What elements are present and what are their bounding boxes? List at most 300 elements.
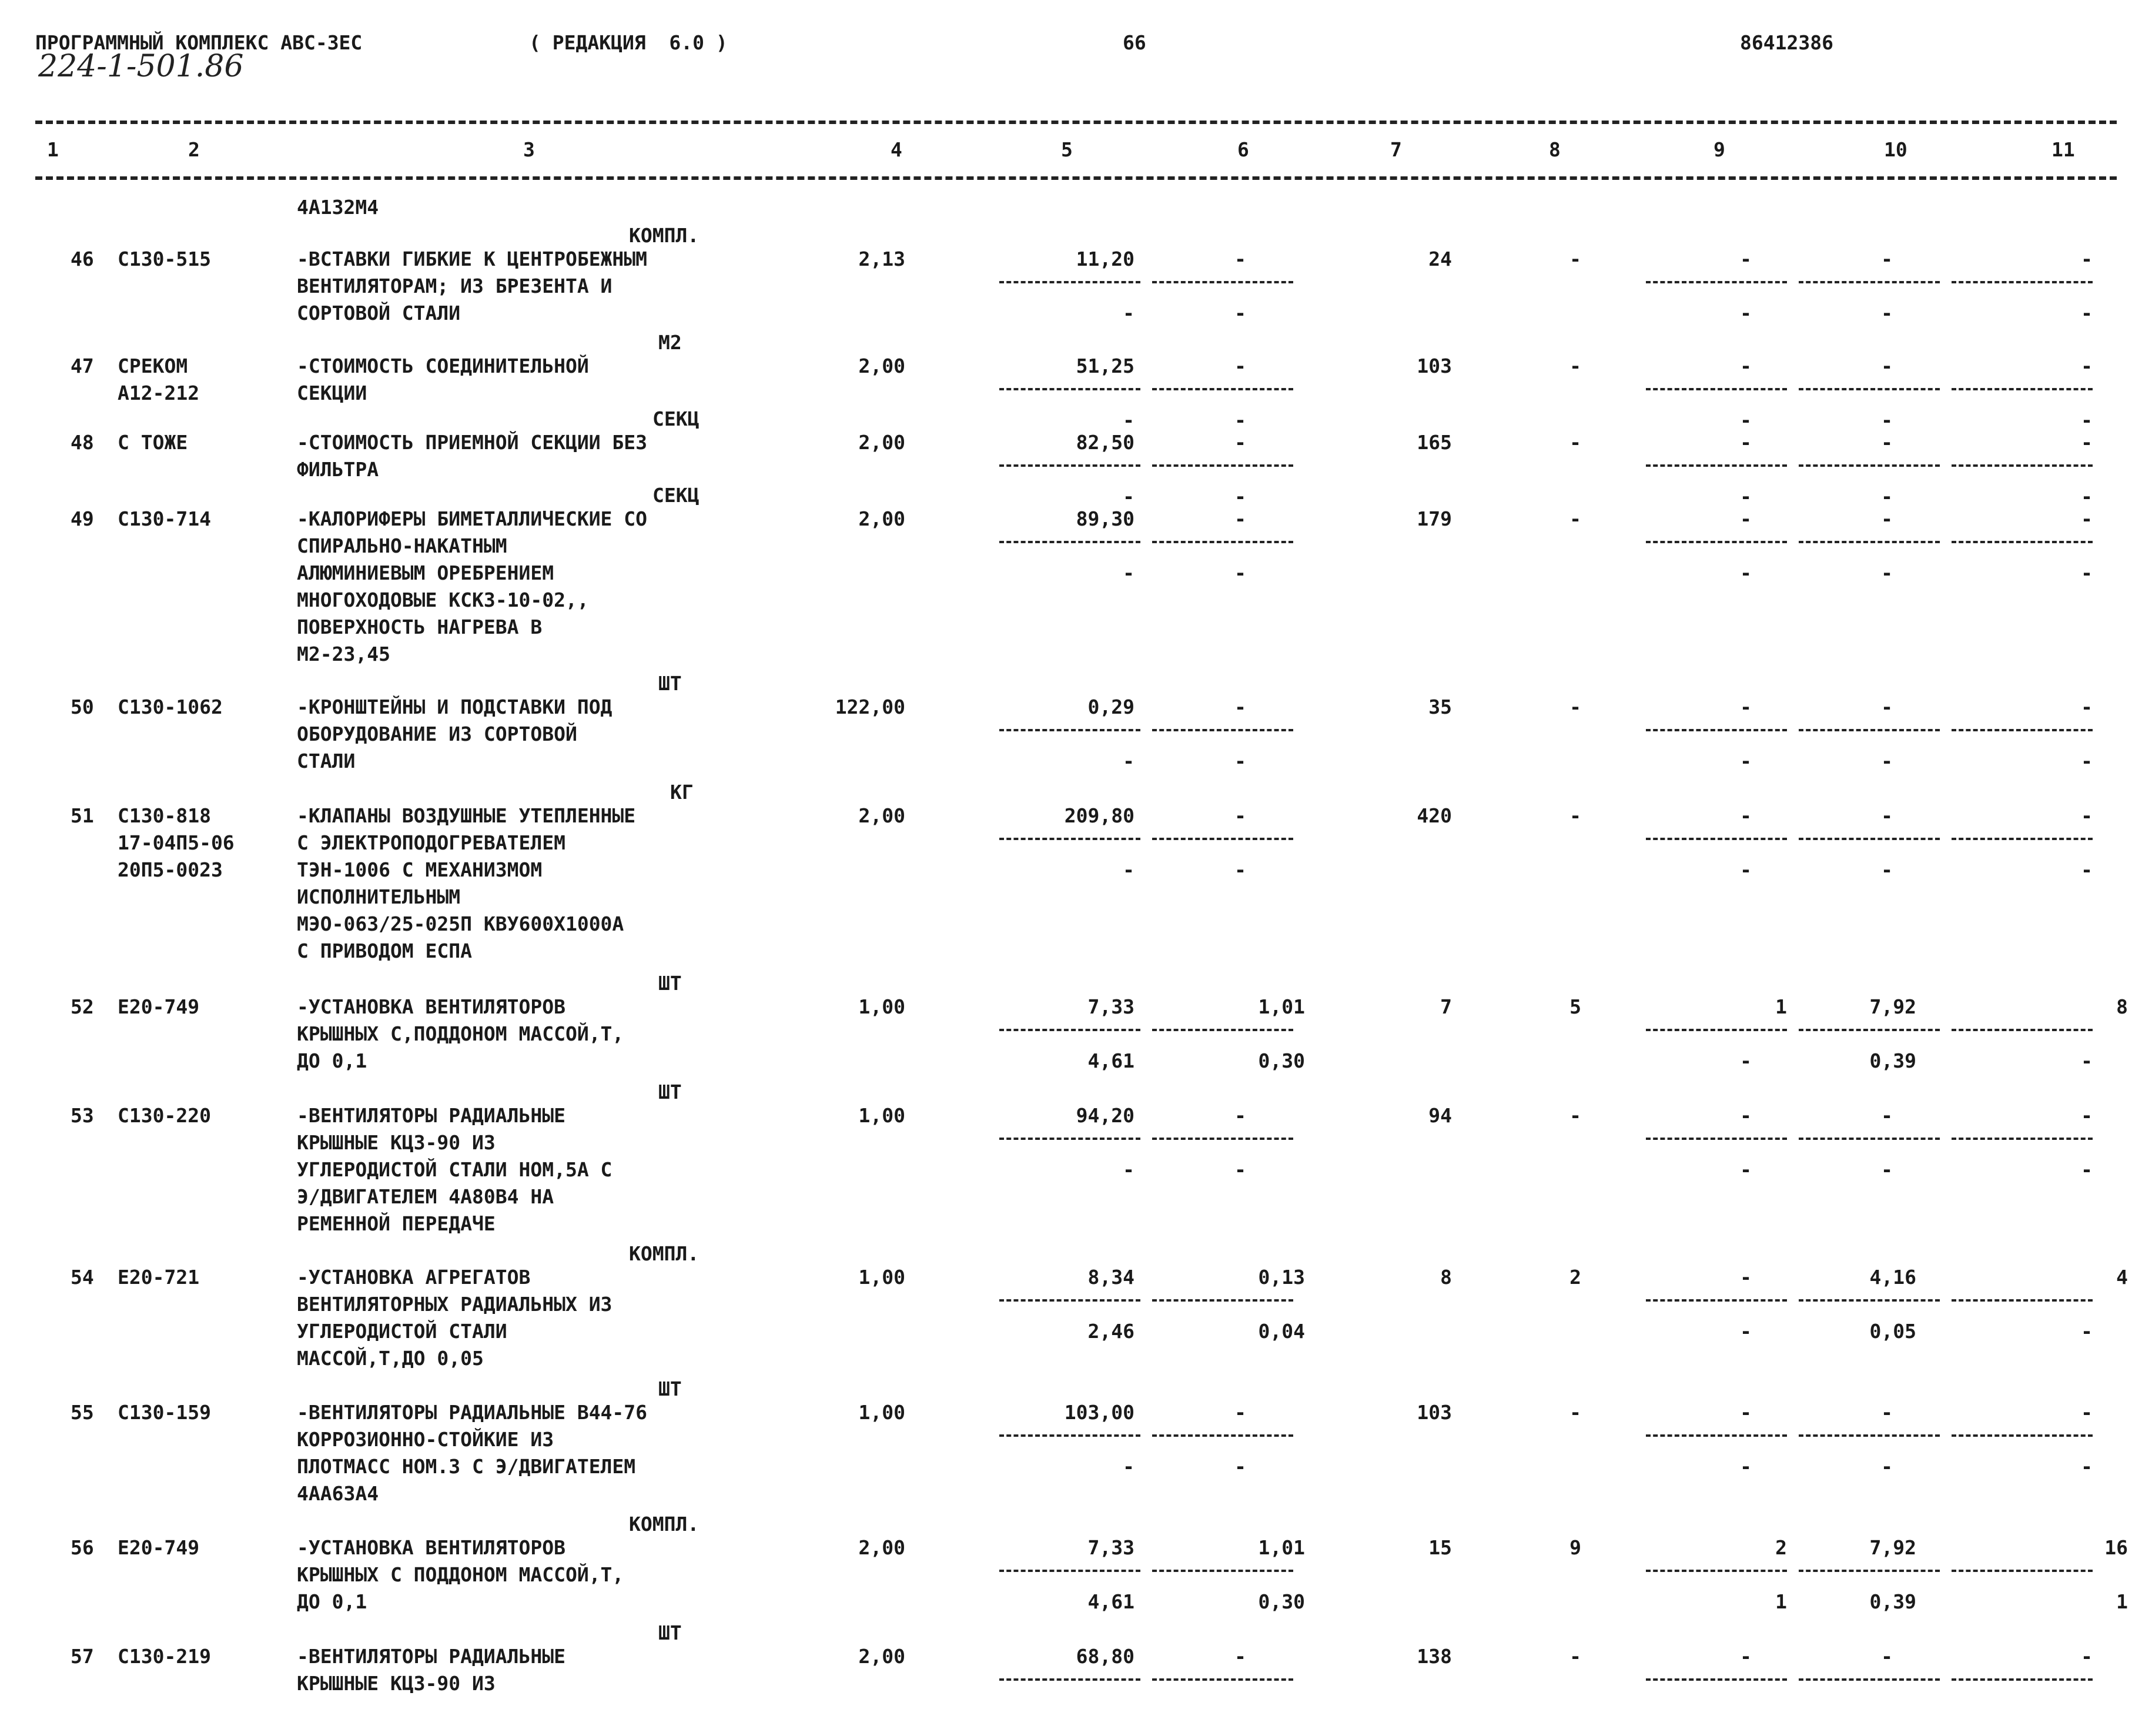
- row-number: 46: [71, 247, 94, 270]
- col11-secondary: -: [2081, 485, 2093, 508]
- handwritten-code: 224-1-501.86: [38, 49, 244, 84]
- divider: [1952, 1299, 2093, 1302]
- row-code: Е20-749: [118, 995, 200, 1018]
- col6-secondary: -: [1234, 485, 1246, 508]
- col10-secondary: 0,39: [1869, 1049, 1916, 1072]
- col9-secondary: 1: [1775, 1590, 1787, 1613]
- page-number: 66: [1123, 31, 1146, 54]
- divider: [1799, 464, 1940, 467]
- column-number: 11: [2051, 138, 2075, 161]
- divider: [1799, 1029, 1940, 1031]
- column-number: 4: [891, 138, 902, 161]
- row-code: С130-714: [118, 507, 211, 530]
- col4-value: 2,00: [858, 1536, 905, 1559]
- col5-secondary: 2,46: [1087, 1320, 1134, 1343]
- description-line: ДО 0,1: [297, 1590, 367, 1613]
- col11-value: -: [2081, 1401, 2093, 1424]
- col5-value: 0,29: [1087, 695, 1134, 718]
- divider: [1646, 1299, 1787, 1302]
- unit-label: ШТ: [658, 1081, 682, 1103]
- divider: [1152, 1434, 1293, 1437]
- col9-secondary: -: [1740, 858, 1752, 881]
- col5-secondary: 4,61: [1087, 1590, 1134, 1613]
- col9-value: -: [1740, 1266, 1752, 1289]
- col4-value: 1,00: [858, 1266, 905, 1289]
- col6-value: -: [1234, 1104, 1246, 1127]
- col6-value: -: [1234, 804, 1246, 827]
- col6-secondary: -: [1234, 750, 1246, 772]
- divider: [1952, 541, 2093, 543]
- description-line: ИСПОЛНИТЕЛЬНЫМ: [297, 885, 461, 908]
- col10-value: -: [1881, 431, 1893, 454]
- column-number: 1: [47, 138, 59, 161]
- column-number: 10: [1884, 138, 1907, 161]
- divider: [1952, 1570, 2093, 1572]
- col11-secondary: -: [2081, 858, 2093, 881]
- description-line: -УСТАНОВКА ВЕНТИЛЯТОРОВ: [297, 1536, 565, 1559]
- col7-value: 103: [1417, 354, 1452, 377]
- col4-value: 2,13: [858, 247, 905, 270]
- col9-secondary: -: [1740, 561, 1752, 584]
- col6-value: 0,13: [1258, 1266, 1305, 1289]
- col9-secondary: -: [1740, 1049, 1752, 1072]
- description-line: КОРРОЗИОННО-СТОЙКИЕ ИЗ: [297, 1428, 554, 1451]
- description-line: КРЫШНЫХ С ПОДДОНОМ МАССОЙ,Т,: [297, 1563, 624, 1586]
- col9-value: -: [1740, 1104, 1752, 1127]
- description-line: -КЛАПАНЫ ВОЗДУШНЫЕ УТЕПЛЕННЫЕ: [297, 804, 636, 827]
- col6-value: -: [1234, 1401, 1246, 1424]
- col10-secondary: -: [1881, 858, 1893, 881]
- col11-value: -: [2081, 354, 2093, 377]
- col11-value: -: [2081, 431, 2093, 454]
- col11-value: -: [2081, 247, 2093, 270]
- col11-value: -: [2081, 695, 2093, 718]
- col10-value: -: [1881, 507, 1893, 530]
- column-number: 8: [1549, 138, 1561, 161]
- col11-secondary: -: [2081, 750, 2093, 772]
- unit-label: КГ: [670, 781, 694, 804]
- row-code: С130-159: [118, 1401, 211, 1424]
- col9-value: -: [1740, 804, 1752, 827]
- col11-secondary: -: [2081, 1320, 2093, 1343]
- description-line: МАССОЙ,Т,ДО 0,05: [297, 1347, 484, 1370]
- col8-value: -: [1569, 804, 1581, 827]
- description-line: -СТОИМОСТЬ СОЕДИНИТЕЛЬНОЙ: [297, 354, 589, 377]
- col4-value: 1,00: [858, 1401, 905, 1424]
- column-number: 7: [1390, 138, 1402, 161]
- col8-value: -: [1569, 1401, 1581, 1424]
- col10-value: -: [1881, 695, 1893, 718]
- col8-value: -: [1569, 247, 1581, 270]
- col9-secondary: -: [1740, 1158, 1752, 1181]
- col4-value: 122,00: [835, 695, 905, 718]
- description-line: -ВЕНТИЛЯТОРЫ РАДИАЛЬНЫЕ В44-76: [297, 1401, 648, 1424]
- row-number: 54: [71, 1266, 94, 1289]
- col11-secondary: -: [2081, 302, 2093, 325]
- col4-value: 2,00: [858, 507, 905, 530]
- description-line: МНОГОХОДОВЫЕ КСК3-10-02,,: [297, 588, 589, 611]
- description-line: УГЛЕРОДИСТОЙ СТАЛИ: [297, 1320, 507, 1343]
- col10-value: -: [1881, 247, 1893, 270]
- divider: [1152, 1138, 1293, 1140]
- col6-value: 1,01: [1258, 1536, 1305, 1559]
- col8-value: 5: [1569, 995, 1581, 1018]
- divider: [1152, 1678, 1293, 1681]
- column-number: 5: [1061, 138, 1073, 161]
- divider: [1646, 464, 1787, 467]
- col9-secondary: -: [1740, 485, 1752, 508]
- description-line: РЕМЕННОЙ ПЕРЕДАЧЕ: [297, 1212, 496, 1235]
- column-number: 9: [1713, 138, 1725, 161]
- divider: [999, 1138, 1140, 1140]
- col10-secondary: -: [1881, 485, 1893, 508]
- divider: [1152, 388, 1293, 390]
- divider: [999, 281, 1140, 283]
- divider: [1152, 1570, 1293, 1572]
- col5-value: 8,34: [1087, 1266, 1134, 1289]
- row-number: 51: [71, 804, 94, 827]
- col6-value: -: [1234, 354, 1246, 377]
- divider: [1952, 1434, 2093, 1437]
- divider: [1952, 388, 2093, 390]
- col11-value: 8: [2116, 995, 2128, 1018]
- description-line: УГЛЕРОДИСТОЙ СТАЛИ НОМ,5А С: [297, 1158, 613, 1181]
- description-line: -УСТАНОВКА АГРЕГАТОВ: [297, 1266, 531, 1289]
- col9-value: -: [1740, 507, 1752, 530]
- divider: [999, 838, 1140, 840]
- divider: [1799, 1678, 1940, 1681]
- description-line: -КАЛОРИФЕРЫ БИМЕТАЛЛИЧЕСКИЕ СО: [297, 507, 648, 530]
- col5-value: 209,80: [1064, 804, 1134, 827]
- col5-value: 7,33: [1087, 995, 1134, 1018]
- col6-value: -: [1234, 507, 1246, 530]
- description-line: КРЫШНЫЕ КЦ3-90 ИЗ: [297, 1672, 496, 1695]
- divider: [1799, 1570, 1940, 1572]
- col8-value: -: [1569, 354, 1581, 377]
- unit-label: ШТ: [658, 972, 682, 995]
- description-line: -ВЕНТИЛЯТОРЫ РАДИАЛЬНЫЕ: [297, 1645, 565, 1668]
- divider: [999, 388, 1140, 390]
- col10-secondary: -: [1881, 750, 1893, 772]
- col11-value: -: [2081, 1645, 2093, 1668]
- col6-secondary: -: [1234, 302, 1246, 325]
- col10-value: -: [1881, 1645, 1893, 1668]
- divider: [1646, 1570, 1787, 1572]
- unit-label: СЕКЦ: [652, 484, 700, 507]
- col10-secondary: -: [1881, 409, 1893, 432]
- divider: [999, 1434, 1140, 1437]
- divider: [1152, 729, 1293, 731]
- col6-secondary: -: [1234, 1158, 1246, 1181]
- description-line: ОБОРУДОВАНИЕ ИЗ СОРТОВОЙ: [297, 723, 577, 745]
- col9-value: -: [1740, 247, 1752, 270]
- row-code: С ТОЖЕ: [118, 431, 188, 454]
- divider: [1952, 1029, 2093, 1031]
- col11-secondary: -: [2081, 561, 2093, 584]
- col10-secondary: 0,05: [1869, 1320, 1916, 1343]
- divider: [1152, 464, 1293, 467]
- description-line: Э/ДВИГАТЕЛЕМ 4А80В4 НА: [297, 1185, 554, 1208]
- divider: [1799, 1138, 1940, 1140]
- divider: [1152, 1299, 1293, 1302]
- divider: [1952, 281, 2093, 283]
- col8-value: -: [1569, 431, 1581, 454]
- description-line: МЭО-063/25-025П КВУ600Х1000А: [297, 912, 624, 935]
- col6-value: 1,01: [1258, 995, 1305, 1018]
- divider: [1799, 1299, 1940, 1302]
- col6-value: -: [1234, 431, 1246, 454]
- divider: [1152, 541, 1293, 543]
- row-code: 17-04П5-06: [118, 831, 235, 854]
- divider: [999, 1678, 1140, 1681]
- description-line: 4АА63А4: [297, 1482, 379, 1505]
- col11-secondary: -: [2081, 409, 2093, 432]
- col9-value: -: [1740, 695, 1752, 718]
- col5-value: 103,00: [1064, 1401, 1134, 1424]
- divider: [1799, 388, 1940, 390]
- divider: [1799, 281, 1940, 283]
- description-line: -ВСТАВКИ ГИБКИЕ К ЦЕНТРОБЕЖНЫМ: [297, 247, 648, 270]
- col6-value: -: [1234, 247, 1246, 270]
- col6-secondary: 0,04: [1258, 1320, 1305, 1343]
- col9-value: -: [1740, 1401, 1752, 1424]
- col11-secondary: -: [2081, 1455, 2093, 1478]
- divider: [1799, 729, 1940, 731]
- divider: [1152, 281, 1293, 283]
- divider: [999, 464, 1140, 467]
- unit-label: СЕКЦ: [652, 407, 700, 430]
- col9-value: -: [1740, 354, 1752, 377]
- description-line: С ЭЛЕКТРОПОДОГРЕВАТЕЛЕМ: [297, 831, 565, 854]
- divider: [1646, 1138, 1787, 1140]
- col5-value: 51,25: [1076, 354, 1134, 377]
- column-number: 6: [1237, 138, 1249, 161]
- col8-value: -: [1569, 1645, 1581, 1668]
- divider: [1952, 1138, 2093, 1140]
- col10-value: 7,92: [1869, 1536, 1916, 1559]
- divider: [1646, 541, 1787, 543]
- col7-value: 15: [1428, 1536, 1452, 1559]
- col10-value: -: [1881, 354, 1893, 377]
- col6-secondary: -: [1234, 1455, 1246, 1478]
- description-line: -УСТАНОВКА ВЕНТИЛЯТОРОВ: [297, 995, 565, 1018]
- column-number: 3: [523, 138, 535, 161]
- col10-secondary: -: [1881, 302, 1893, 325]
- unit-label: КОМПЛ.: [629, 1513, 700, 1536]
- col4-value: 2,00: [858, 804, 905, 827]
- unit-label: М2: [658, 331, 682, 354]
- header-rule-top: [35, 121, 2117, 124]
- row-code: С130-1062: [118, 695, 223, 718]
- col9-secondary: -: [1740, 750, 1752, 772]
- divider: [1952, 838, 2093, 840]
- col7-value: 165: [1417, 431, 1452, 454]
- col5-value: 11,20: [1076, 247, 1134, 270]
- col4-value: 2,00: [858, 1645, 905, 1668]
- row-number: 47: [71, 354, 94, 377]
- col5-secondary: -: [1123, 302, 1134, 325]
- row-code: Е20-721: [118, 1266, 200, 1289]
- col5-value: 7,33: [1087, 1536, 1134, 1559]
- unit-label: ШТ: [658, 1377, 682, 1400]
- divider: [1646, 838, 1787, 840]
- col9-value: 2: [1775, 1536, 1787, 1559]
- divider: [1952, 729, 2093, 731]
- col7-value: 35: [1428, 695, 1452, 718]
- description-line: СЕКЦИИ: [297, 382, 367, 404]
- col9-value: 1: [1775, 995, 1787, 1018]
- col5-value: 89,30: [1076, 507, 1134, 530]
- program-title: ПРОГРАММНЫЙ КОМПЛЕКС АВС-ЗЕС: [35, 31, 363, 54]
- col11-value: -: [2081, 1104, 2093, 1127]
- edition-label: ( РЕДАКЦИЯ 6.0 ): [529, 31, 728, 54]
- description-line: ФИЛЬТРА: [297, 458, 379, 481]
- col11-secondary: -: [2081, 1049, 2093, 1072]
- row-number: 56: [71, 1536, 94, 1559]
- col5-value: 94,20: [1076, 1104, 1134, 1127]
- col5-value: 82,50: [1076, 431, 1134, 454]
- col8-value: 2: [1569, 1266, 1581, 1289]
- col9-value: -: [1740, 1645, 1752, 1668]
- col10-secondary: -: [1881, 1158, 1893, 1181]
- col5-secondary: -: [1123, 485, 1134, 508]
- col10-secondary: 0,39: [1869, 1590, 1916, 1613]
- row-code: С130-219: [118, 1645, 211, 1668]
- col11-value: 16: [2104, 1536, 2128, 1559]
- divider: [1646, 1678, 1787, 1681]
- col9-secondary: -: [1740, 409, 1752, 432]
- col10-value: -: [1881, 1401, 1893, 1424]
- col9-secondary: -: [1740, 302, 1752, 325]
- row-number: 49: [71, 507, 94, 530]
- col9-secondary: -: [1740, 1320, 1752, 1343]
- description-line: ПОВЕРХНОСТЬ НАГРЕВА В: [297, 616, 543, 638]
- description-line: КРЫШНЫЕ КЦ3-90 ИЗ: [297, 1131, 496, 1154]
- col4-value: 2,00: [858, 354, 905, 377]
- col7-value: 138: [1417, 1645, 1452, 1668]
- row-code: 20П5-0023: [118, 858, 223, 881]
- col4-value: 1,00: [858, 1104, 905, 1127]
- col4-value: 1,00: [858, 995, 905, 1018]
- description-line: СПИРАЛЬНО-НАКАТНЫМ: [297, 534, 507, 557]
- unit-label: КОМПЛ.: [629, 224, 700, 247]
- description-line: ВЕНТИЛЯТОРАМ; ИЗ БРЕЗЕНТА И: [297, 275, 613, 297]
- col9-secondary: -: [1740, 1455, 1752, 1478]
- description-line: -ВЕНТИЛЯТОРЫ РАДИАЛЬНЫЕ: [297, 1104, 565, 1127]
- description-line: СОРТОВОЙ СТАЛИ: [297, 302, 461, 325]
- row-number: 48: [71, 431, 94, 454]
- col8-value: -: [1569, 507, 1581, 530]
- divider: [1952, 464, 2093, 467]
- divider: [999, 1029, 1140, 1031]
- col5-secondary: -: [1123, 561, 1134, 584]
- divider: [999, 541, 1140, 543]
- col6-value: -: [1234, 1645, 1246, 1668]
- continuation-note: 4А132М4: [297, 196, 379, 219]
- description-line: ДО 0,1: [297, 1049, 367, 1072]
- col10-value: 7,92: [1869, 995, 1916, 1018]
- col6-secondary: -: [1234, 858, 1246, 881]
- col8-value: -: [1569, 695, 1581, 718]
- row-code: СРЕКОМ: [118, 354, 188, 377]
- col11-value: -: [2081, 804, 2093, 827]
- description-line: ПЛОТМАСС НОМ.3 С Э/ДВИГАТЕЛЕМ: [297, 1455, 636, 1478]
- description-line: -КРОНШТЕЙНЫ И ПОДСТАВКИ ПОД: [297, 695, 613, 718]
- col6-secondary: 0,30: [1258, 1049, 1305, 1072]
- divider: [1646, 1029, 1787, 1031]
- divider: [1799, 1434, 1940, 1437]
- col11-secondary: 1: [2116, 1590, 2128, 1613]
- col5-secondary: -: [1123, 409, 1134, 432]
- col5-value: 68,80: [1076, 1645, 1134, 1668]
- divider: [1646, 1434, 1787, 1437]
- unit-label: КОМПЛ.: [629, 1242, 700, 1265]
- divider: [1646, 281, 1787, 283]
- col10-value: -: [1881, 804, 1893, 827]
- row-code: А12-212: [118, 382, 200, 404]
- col6-value: -: [1234, 695, 1246, 718]
- col10-secondary: -: [1881, 561, 1893, 584]
- description-line: М2-23,45: [297, 643, 390, 665]
- description-line: ТЭН-1006 С МЕХАНИЗМОМ: [297, 858, 543, 881]
- col4-value: 2,00: [858, 431, 905, 454]
- divider: [1152, 1029, 1293, 1031]
- col5-secondary: -: [1123, 1455, 1134, 1478]
- col7-value: 103: [1417, 1401, 1452, 1424]
- col5-secondary: 4,61: [1087, 1049, 1134, 1072]
- col6-secondary: -: [1234, 561, 1246, 584]
- col11-value: 4: [2116, 1266, 2128, 1289]
- col9-value: -: [1740, 431, 1752, 454]
- row-number: 53: [71, 1104, 94, 1127]
- col8-value: 9: [1569, 1536, 1581, 1559]
- col7-value: 7: [1440, 995, 1452, 1018]
- row-number: 57: [71, 1645, 94, 1668]
- row-number: 55: [71, 1401, 94, 1424]
- row-number: 52: [71, 995, 94, 1018]
- description-line: ВЕНТИЛЯТОРНЫХ РАДИАЛЬНЫХ ИЗ: [297, 1293, 613, 1316]
- col7-value: 94: [1428, 1104, 1452, 1127]
- col8-value: -: [1569, 1104, 1581, 1127]
- divider: [1152, 838, 1293, 840]
- description-line: СТАЛИ: [297, 750, 356, 772]
- divider: [999, 1299, 1140, 1302]
- col10-secondary: -: [1881, 1455, 1893, 1478]
- unit-label: ШТ: [658, 1621, 682, 1644]
- divider: [1646, 729, 1787, 731]
- col7-value: 8: [1440, 1266, 1452, 1289]
- col5-secondary: -: [1123, 750, 1134, 772]
- column-number: 2: [188, 138, 200, 161]
- row-code: С130-515: [118, 247, 211, 270]
- divider: [1799, 541, 1940, 543]
- description-line: -СТОИМОСТЬ ПРИЕМНОЙ СЕКЦИИ БЕЗ: [297, 431, 648, 454]
- col7-value: 420: [1417, 804, 1452, 827]
- document-number: 86412386: [1740, 31, 1833, 54]
- unit-label: ШТ: [658, 672, 682, 695]
- divider: [999, 729, 1140, 731]
- divider: [1799, 838, 1940, 840]
- divider: [1646, 388, 1787, 390]
- col7-value: 179: [1417, 507, 1452, 530]
- col11-secondary: -: [2081, 1158, 2093, 1181]
- col10-value: 4,16: [1869, 1266, 1916, 1289]
- col5-secondary: -: [1123, 858, 1134, 881]
- description-line: КРЫШНЫХ С,ПОДДОНОМ МАССОЙ,Т,: [297, 1022, 624, 1045]
- col6-secondary: -: [1234, 409, 1246, 432]
- column-numbers: [35, 136, 2122, 163]
- col7-value: 24: [1428, 247, 1452, 270]
